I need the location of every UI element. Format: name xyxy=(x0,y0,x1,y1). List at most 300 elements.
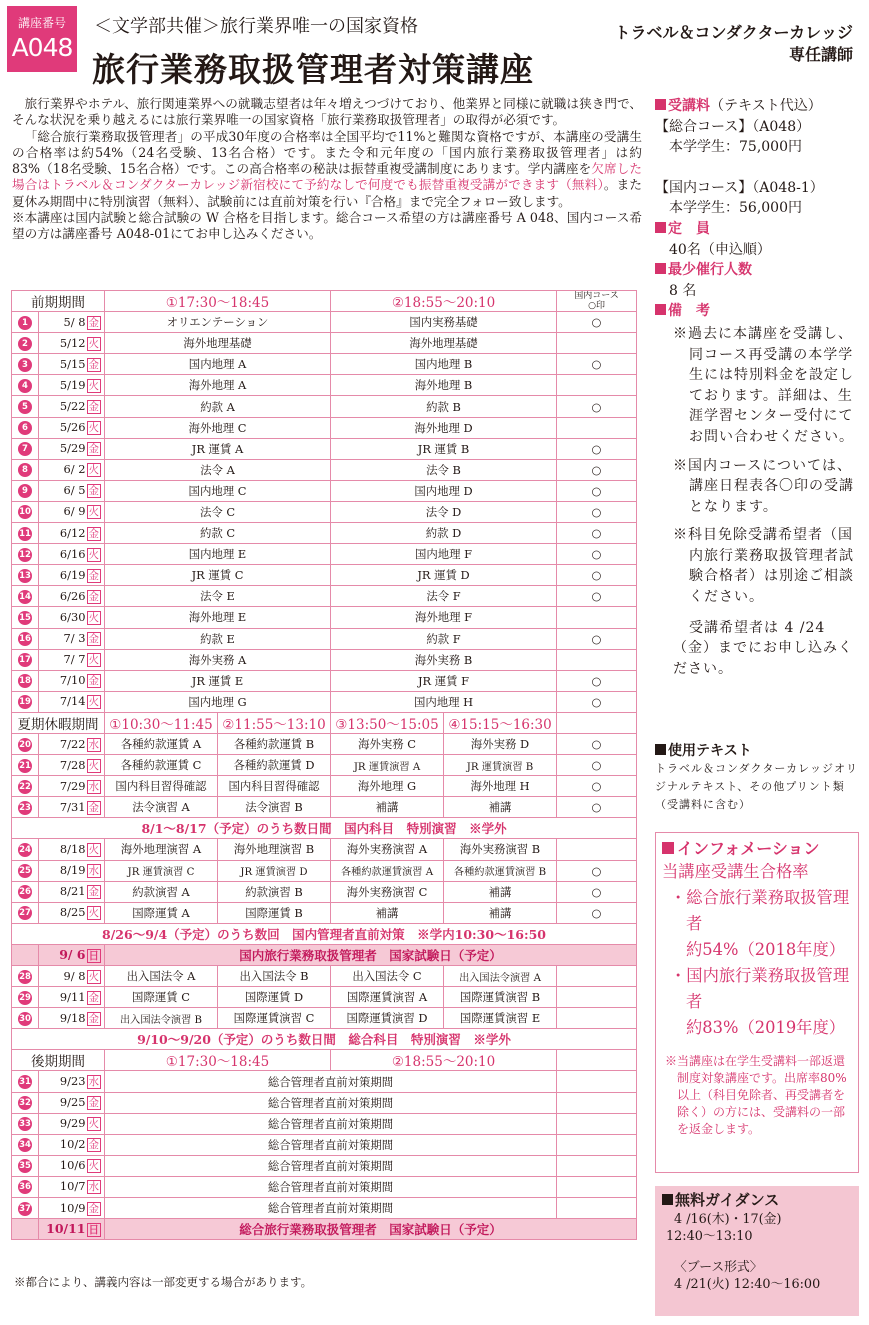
class-2: 出入国法令 B xyxy=(218,966,331,987)
domestic-mark xyxy=(557,1113,637,1134)
date-text: 7/22 xyxy=(59,736,86,751)
session-number xyxy=(12,987,39,1008)
class-2: 海外地理 D xyxy=(331,417,557,438)
date-text: 10/6 xyxy=(59,1158,86,1173)
table-row xyxy=(12,607,637,628)
class-2: 各種約款運賃 D xyxy=(218,755,331,776)
square-bullet-icon xyxy=(655,304,666,315)
domestic-mark: ○ xyxy=(557,755,637,776)
date-text: 5/15 xyxy=(59,356,86,371)
date-text: 9/25 xyxy=(59,1095,86,1110)
weekday-badge: 火 xyxy=(88,611,99,624)
information-box xyxy=(655,832,859,1173)
session-date xyxy=(39,480,105,501)
square-bullet-icon xyxy=(655,222,666,233)
session-number-badge: 16 xyxy=(19,634,31,645)
class-2: 約款 D xyxy=(331,523,557,544)
class-3: 国際運賃演習 A xyxy=(331,987,444,1008)
date-text: 5/12 xyxy=(59,335,86,350)
weekday-badge: 金 xyxy=(88,527,99,540)
weekday-badge: 金 xyxy=(88,401,99,414)
class-2: 法令 D xyxy=(331,501,557,522)
class-2: 法令 B xyxy=(331,459,557,480)
weekday-badge: 水 xyxy=(88,780,99,793)
session-number-badge: 9 xyxy=(18,484,32,498)
class-2: JR 運賃 D xyxy=(331,565,557,586)
weekday-badge: 金 xyxy=(88,569,99,582)
table-row xyxy=(12,987,637,1008)
class-1: 約款演習 A xyxy=(105,881,218,902)
session-number xyxy=(12,312,39,333)
session-number xyxy=(12,607,39,628)
class-2: 海外地理 F xyxy=(331,607,557,628)
guidance-date-2: 4 /21(火) 12:40〜16:00 xyxy=(674,1277,821,1292)
guidance-format: 〈ブース形式〉 xyxy=(674,1260,763,1275)
class-1: 国際運賃 C xyxy=(105,987,218,1008)
schedule-table xyxy=(11,290,637,1240)
date-text: 10/9 xyxy=(59,1200,86,1215)
class-1: JR 運賃 A xyxy=(105,438,331,459)
domestic-mark xyxy=(557,966,637,987)
session-date xyxy=(39,396,105,417)
class-2: 国際運賃演習 C xyxy=(218,1008,331,1029)
class-2: JR 運賃演習 D xyxy=(218,860,331,881)
session-date xyxy=(39,1198,105,1219)
table-row xyxy=(12,291,637,312)
note-1: ※過去に本講座を受講し、同コース再受講の本学学生には特別料金を設定しております。詳細は、生涯学習センター受付にてお問い合わせください。 xyxy=(673,325,854,445)
class-merged: 総合管理者直前対策期間 xyxy=(105,1092,557,1113)
class-3: 出入国法令 C xyxy=(331,966,444,987)
domestic-mark xyxy=(557,839,637,860)
weekday-badge: 火 xyxy=(88,1118,99,1131)
class-1: 国内地理 C xyxy=(105,480,331,501)
session-number xyxy=(12,797,39,818)
class-1: 約款 C xyxy=(105,523,331,544)
guidance-time-1: 12:40〜13:10 xyxy=(666,1229,753,1244)
date-text: 9/11 xyxy=(59,989,86,1004)
weekday-badge: 火 xyxy=(88,422,99,435)
session-number-badge: 7 xyxy=(18,442,32,456)
class-2: 約款 F xyxy=(331,628,557,649)
session-number xyxy=(12,670,39,691)
domestic-mark: ○ xyxy=(557,438,637,459)
intro-p2a: 「総合旅行業務取扱管理者」の平成30年度の合格率は全国平均で11%と難関な資格ですが、本講座の受講生の合格率は約54%（24名受験、13名合格）です。また令和元年度の「国内旅行業務取扱管理者」は約83%（18名受験、15名合格）です。この高合格率の秘訣は振替重複受講制度にあります。学内講座を xyxy=(12,128,642,177)
table-row xyxy=(12,1092,637,1113)
table-row xyxy=(12,565,637,586)
class-merged: 総合管理者直前対策期間 xyxy=(105,1113,557,1134)
special-exercise-band: 8/1〜8/17（予定）のうち数日間 国内科目 特別演習 ※学外 xyxy=(12,818,637,839)
session-number-badge: 36 xyxy=(19,1182,31,1193)
capacity-value: 40名（申込順） xyxy=(669,241,771,258)
session-date xyxy=(39,987,105,1008)
session-number-badge: 33 xyxy=(19,1119,31,1130)
weekday-badge: 金 xyxy=(88,633,99,646)
table-row xyxy=(12,417,637,438)
session-number xyxy=(12,1219,39,1240)
class-1: 約款 A xyxy=(105,396,331,417)
class-1: 海外地理 C xyxy=(105,417,331,438)
class-2: 約款 B xyxy=(331,396,557,417)
table-row xyxy=(12,312,637,333)
domestic-mark: ○ xyxy=(557,354,637,375)
slot-header: ①17:30〜18:45 xyxy=(105,1050,331,1071)
table-row xyxy=(12,966,637,987)
exam-day-label: 国内旅行業務取扱管理者 国家試験日（予定） xyxy=(105,944,637,965)
capacity-heading xyxy=(655,219,860,240)
session-number-badge: 26 xyxy=(19,887,31,898)
note-4: 受講希望者は 4 /24（金）までにお申し込みください。 xyxy=(673,619,853,677)
table-row xyxy=(12,733,637,754)
guidance-heading-text: 無料ガイダンス xyxy=(675,1191,780,1209)
domestic-mark: ○ xyxy=(557,628,637,649)
class-merged: 総合管理者直前対策期間 xyxy=(105,1198,557,1219)
session-number-badge: 31 xyxy=(19,1077,31,1088)
class-3: 海外実務演習 A xyxy=(331,839,444,860)
session-number xyxy=(12,438,39,459)
session-number-badge: 17 xyxy=(19,655,31,666)
college-name: トラベル＆コンダクターカレッジ xyxy=(614,23,853,42)
class-1: JR 運賃 E xyxy=(105,670,331,691)
date-text: 5/29 xyxy=(59,441,86,456)
session-number xyxy=(12,1008,39,1029)
session-number-badge: 30 xyxy=(19,1013,31,1024)
class-1: 法令 A xyxy=(105,459,331,480)
class-3: 各種約款運賃演習 A xyxy=(331,860,444,881)
class-1: 各種約款運賃 A xyxy=(105,733,218,754)
session-number xyxy=(12,1113,39,1134)
table-row xyxy=(12,480,637,501)
class-4: 出入国法令演習 A xyxy=(444,966,557,987)
date-text: 7/ 3 xyxy=(63,631,86,646)
domestic-mark: ○ xyxy=(557,797,637,818)
weekday-badge: 火 xyxy=(88,970,99,983)
table-row xyxy=(12,396,637,417)
square-bullet-icon xyxy=(655,99,666,110)
info-rate-1 xyxy=(662,937,852,963)
table-row xyxy=(12,755,637,776)
table-row xyxy=(12,1219,637,1240)
session-date xyxy=(39,1155,105,1176)
date-text: 10/11 xyxy=(46,1221,86,1237)
class-1: 海外実務 A xyxy=(105,649,331,670)
weekday-badge: 金 xyxy=(88,590,99,603)
table-row xyxy=(12,1050,637,1071)
domestic-mark: ○ xyxy=(557,396,637,417)
session-number-badge: 29 xyxy=(19,992,31,1003)
fee-heading-sub: （テキスト代込） xyxy=(710,98,822,114)
domestic-mark: ○ xyxy=(557,459,637,480)
domestic-mark: ○ xyxy=(557,565,637,586)
class-merged: 総合管理者直前対策期間 xyxy=(105,1176,557,1197)
class-1: 法令 E xyxy=(105,586,331,607)
class-2: 国内地理 F xyxy=(331,544,557,565)
session-number xyxy=(12,839,39,860)
square-bullet-icon xyxy=(662,1194,673,1205)
weekday-badge: 金 xyxy=(88,358,99,371)
weekday-badge: 金 xyxy=(88,801,99,814)
domestic-mark xyxy=(557,1198,637,1219)
class-1: 法令演習 A xyxy=(105,797,218,818)
session-number xyxy=(12,733,39,754)
date-text: 7/10 xyxy=(59,673,86,688)
domestic-mark xyxy=(557,1134,637,1155)
square-bullet-icon xyxy=(662,842,674,854)
exam-day-label: 総合旅行業務取扱管理者 国家試験日（予定） xyxy=(105,1219,637,1240)
fee-general-course: 【総合コース】（A048） xyxy=(655,118,811,135)
info-heading xyxy=(662,836,852,859)
class-4: 補講 xyxy=(444,797,557,818)
domestic-mark: ○ xyxy=(557,670,637,691)
session-number xyxy=(12,881,39,902)
weekday-badge: 水 xyxy=(88,1076,99,1089)
class-4: 海外実務演習 B xyxy=(444,839,557,860)
textbook-heading-text: 使用テキスト xyxy=(668,743,752,759)
table-row xyxy=(12,649,637,670)
table-row xyxy=(12,586,637,607)
session-date xyxy=(39,1113,105,1134)
domestic-mark: ○ xyxy=(557,312,637,333)
course-number-badge xyxy=(7,6,77,72)
free-guidance-box xyxy=(655,1186,859,1316)
session-date xyxy=(39,586,105,607)
session-number xyxy=(12,523,39,544)
session-date xyxy=(39,966,105,987)
table-row xyxy=(12,523,637,544)
class-4: 国際運賃演習 E xyxy=(444,1008,557,1029)
date-text: 7/29 xyxy=(59,778,86,793)
date-text: 6/26 xyxy=(59,588,86,603)
table-row xyxy=(12,797,637,818)
class-merged: 総合管理者直前対策期間 xyxy=(105,1155,557,1176)
class-1: 国内地理 E xyxy=(105,544,331,565)
fee-heading-text: 受講料 xyxy=(668,98,710,114)
date-text: 6/30 xyxy=(59,609,86,624)
session-number xyxy=(12,354,39,375)
session-date xyxy=(39,1134,105,1155)
session-number xyxy=(12,860,39,881)
domestic-mark: ○ xyxy=(557,544,637,565)
session-date xyxy=(39,438,105,459)
domestic-mark: ○ xyxy=(557,586,637,607)
session-number-badge: 15 xyxy=(19,612,31,623)
date-text: 8/25 xyxy=(59,905,86,920)
session-date xyxy=(39,1008,105,1029)
minimum-heading xyxy=(655,260,860,281)
info-lead: 当講座受講生合格率 xyxy=(662,862,809,881)
slot-header: ③13:50〜15:05 xyxy=(331,712,444,733)
info-rate-1-text: 約54%（2018年度） xyxy=(686,940,846,959)
session-number xyxy=(12,776,39,797)
table-row xyxy=(12,1155,637,1176)
slot-header: ②18:55〜20:10 xyxy=(331,1050,557,1071)
table-row xyxy=(12,776,637,797)
domestic-mark xyxy=(557,1155,637,1176)
class-1: 海外地理基礎 xyxy=(105,333,331,354)
info-rate-2-text: 約83%（2019年度） xyxy=(686,1018,846,1037)
weekday-badge: 火 xyxy=(88,843,99,856)
date-text: 7/28 xyxy=(59,757,86,772)
class-1: 法令 C xyxy=(105,501,331,522)
weekday-badge: 火 xyxy=(88,337,99,350)
class-4: JR 運賃演習 B xyxy=(444,755,557,776)
badge-code: A048 xyxy=(11,33,73,62)
guidance-date-1: 4 /16(木)・17(金) xyxy=(674,1212,782,1227)
class-2: JR 運賃 F xyxy=(331,670,557,691)
session-date xyxy=(39,881,105,902)
class-1: 国内科目習得確認 xyxy=(105,776,218,797)
slot-header: ④15:15〜16:30 xyxy=(444,712,557,733)
class-3: JR 運賃演習 A xyxy=(331,755,444,776)
class-3: 海外実務 C xyxy=(331,733,444,754)
domestic-mark: ○ xyxy=(557,860,637,881)
table-row xyxy=(12,1029,637,1050)
table-row xyxy=(12,1008,637,1029)
domestic-mark: ○ xyxy=(557,776,637,797)
session-date xyxy=(39,1092,105,1113)
session-number xyxy=(12,480,39,501)
domestic-mark-header: 国内コース ○印 xyxy=(557,291,637,312)
session-number-badge: 11 xyxy=(19,528,31,539)
class-1: JR 運賃 C xyxy=(105,565,331,586)
session-date xyxy=(39,797,105,818)
weekday-badge: 水 xyxy=(88,865,99,878)
class-3: 国際運賃演習 D xyxy=(331,1008,444,1029)
date-text: 6/16 xyxy=(59,546,86,561)
instructor-role: 専任講師 xyxy=(788,45,853,64)
instructor-credit xyxy=(603,22,853,66)
session-number xyxy=(12,565,39,586)
session-number xyxy=(12,459,39,480)
slot-header: ②11:55〜13:10 xyxy=(218,712,331,733)
session-date xyxy=(39,333,105,354)
session-number-badge: 2 xyxy=(18,337,32,351)
table-row xyxy=(12,691,637,712)
special-exercise-band: 9/10〜9/20（予定）のうち数日間 総合科目 特別演習 ※学外 xyxy=(12,1029,637,1050)
weekday-badge: 火 xyxy=(88,654,99,667)
class-2: 約款演習 B xyxy=(218,881,331,902)
session-number-badge: 20 xyxy=(19,739,31,750)
class-2: 海外地理 B xyxy=(331,375,557,396)
session-number xyxy=(12,333,39,354)
weekday-badge: 金 xyxy=(88,1139,99,1152)
session-number-badge: 34 xyxy=(19,1140,31,1151)
session-number-badge: 14 xyxy=(19,591,31,602)
session-date xyxy=(39,459,105,480)
date-text: 7/31 xyxy=(59,799,86,814)
minimum-value: 8 名 xyxy=(669,282,697,299)
weekday-badge: 火 xyxy=(88,379,99,392)
date-text: 10/2 xyxy=(59,1137,86,1152)
class-1: 出入国法令 A xyxy=(105,966,218,987)
date-text: 5/19 xyxy=(59,377,86,392)
class-2: 各種約款運賃 B xyxy=(218,733,331,754)
weekday-badge: 火 xyxy=(88,506,99,519)
session-number xyxy=(12,944,39,965)
session-date xyxy=(39,649,105,670)
session-number-badge: 18 xyxy=(19,676,31,687)
session-date xyxy=(39,607,105,628)
session-number xyxy=(12,501,39,522)
class-merged: 総合管理者直前対策期間 xyxy=(105,1071,557,1092)
session-number xyxy=(12,755,39,776)
session-date xyxy=(39,628,105,649)
class-2: 海外地理基礎 xyxy=(331,333,557,354)
domestic-mark: ○ xyxy=(557,691,637,712)
table-row xyxy=(12,1176,637,1197)
fee-general-price: 本学学生：75,000円 xyxy=(669,139,802,156)
session-number-badge: 21 xyxy=(19,760,31,771)
class-1: 出入国法令演習 B xyxy=(105,1008,218,1029)
period-label: 夏期休暇期間 xyxy=(12,712,105,733)
badge-label: 講座番号 xyxy=(17,16,66,30)
session-date xyxy=(39,733,105,754)
date-text: 5/22 xyxy=(59,399,86,414)
class-2: 海外地理演習 B xyxy=(218,839,331,860)
domestic-mark xyxy=(557,607,637,628)
side-details xyxy=(655,96,860,679)
date-text: 8/18 xyxy=(59,841,86,856)
domestic-mark xyxy=(557,375,637,396)
notes-heading-text: 備 考 xyxy=(668,303,710,320)
weekday-badge: 日 xyxy=(88,949,99,962)
weekday-badge: 水 xyxy=(88,738,99,751)
class-2: 国内地理 H xyxy=(331,691,557,712)
direct-prep-band: 8/26〜9/4（予定）のうち数回 国内管理者直前対策 ※学内10:30〜16:50 xyxy=(12,923,637,944)
session-number xyxy=(12,544,39,565)
class-1: 国内地理 A xyxy=(105,354,331,375)
session-number-badge: 1 xyxy=(18,316,32,330)
date-text: 10/7 xyxy=(59,1179,86,1194)
weekday-badge: 金 xyxy=(88,1202,99,1215)
table-row xyxy=(12,944,637,965)
class-1: 海外地理演習 A xyxy=(105,839,218,860)
domestic-mark xyxy=(557,987,637,1008)
weekday-badge: 金 xyxy=(88,1097,99,1110)
table-row xyxy=(12,712,637,733)
session-date xyxy=(39,755,105,776)
date-text: 9/29 xyxy=(59,1116,86,1131)
footnote: ※都合により、講義内容は一部変更する場合があります。 xyxy=(14,1275,313,1289)
slot-header: ①10:30〜11:45 xyxy=(105,712,218,733)
session-date xyxy=(39,902,105,923)
session-number xyxy=(12,1155,39,1176)
session-date xyxy=(39,944,105,965)
date-text: 6/19 xyxy=(59,567,86,582)
info-rate-2 xyxy=(662,1015,852,1041)
date-text: 8/19 xyxy=(59,863,86,878)
table-row xyxy=(12,670,637,691)
session-number-badge: 23 xyxy=(19,802,31,813)
weekday-badge: 金 xyxy=(88,886,99,899)
session-number-badge: 4 xyxy=(18,379,32,393)
class-3: 海外地理 G xyxy=(331,776,444,797)
table-row xyxy=(12,1071,637,1092)
session-number xyxy=(12,1176,39,1197)
class-4: 補講 xyxy=(444,881,557,902)
date-text: 9/ 8 xyxy=(63,968,86,983)
session-number-badge: 28 xyxy=(19,971,31,982)
session-date xyxy=(39,565,105,586)
session-number-badge: 8 xyxy=(18,463,32,477)
class-1: 国内地理 G xyxy=(105,691,331,712)
square-bullet-icon xyxy=(655,263,666,274)
table-row xyxy=(12,1134,637,1155)
class-2: 国内地理 D xyxy=(331,480,557,501)
fee-domestic-price: 本学学生：56,000円 xyxy=(669,200,802,217)
table-row xyxy=(12,438,637,459)
class-4: 補講 xyxy=(444,902,557,923)
domestic-mark xyxy=(557,1176,637,1197)
